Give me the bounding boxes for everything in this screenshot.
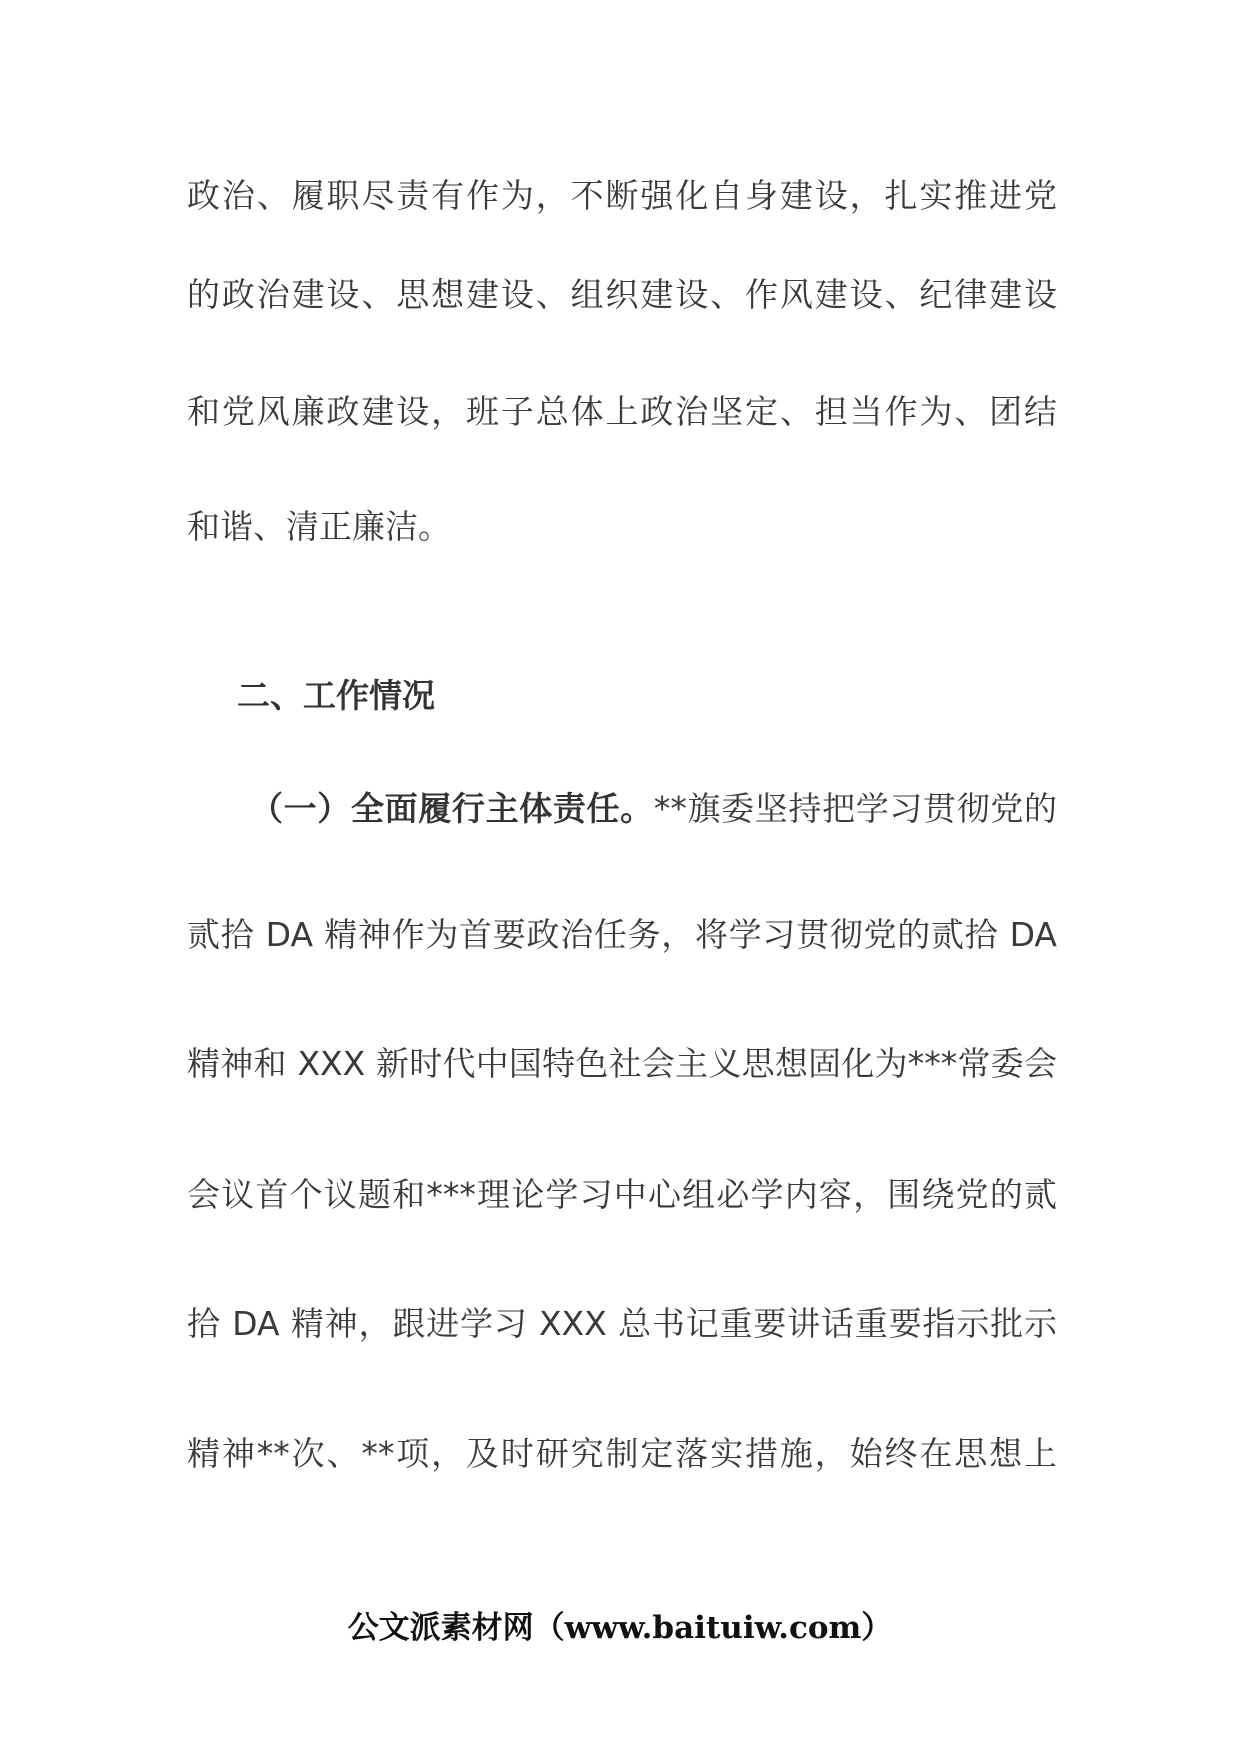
subsection-title: （一）全面履行主体责任。 bbox=[250, 789, 654, 828]
paragraph-first-line bbox=[250, 789, 1057, 829]
paragraph-line: 会议首个议题和***理论学习中心组必学内容，围绕党的贰 bbox=[187, 1175, 1057, 1214]
paragraph-line: 政治、履职尽责有作为，不断强化自身建设，扎实推进党 bbox=[187, 176, 1057, 215]
section-heading: 二、工作情况 bbox=[237, 676, 435, 715]
paragraph-text: **旗委坚持把学习贯彻党的 bbox=[653, 789, 1058, 828]
paragraph-line: 贰拾 DA 精神作为首要政治任务，将学习贯彻党的贰拾 DA bbox=[187, 915, 1057, 954]
paragraph-line: 精神**次、**项，及时研究制定落实措施，始终在思想上 bbox=[187, 1434, 1057, 1473]
footer-watermark: 公文派素材网（www.baituiw.com） bbox=[347, 1610, 893, 1646]
paragraph-line: 和党风廉政建设，班子总体上政治坚定、担当作为、团结 bbox=[187, 392, 1057, 431]
paragraph-line: 的政治建设、思想建设、组织建设、作风建设、纪律建设 bbox=[187, 275, 1057, 314]
paragraph-line: 精神和 XXX 新时代中国特色社会主义思想固化为***常委会 bbox=[187, 1044, 1057, 1083]
paragraph-line: 和谐、清正廉洁。 bbox=[187, 507, 451, 546]
paragraph-line: 拾 DA 精神，跟进学习 XXX 总书记重要讲话重要指示批示 bbox=[187, 1304, 1057, 1343]
